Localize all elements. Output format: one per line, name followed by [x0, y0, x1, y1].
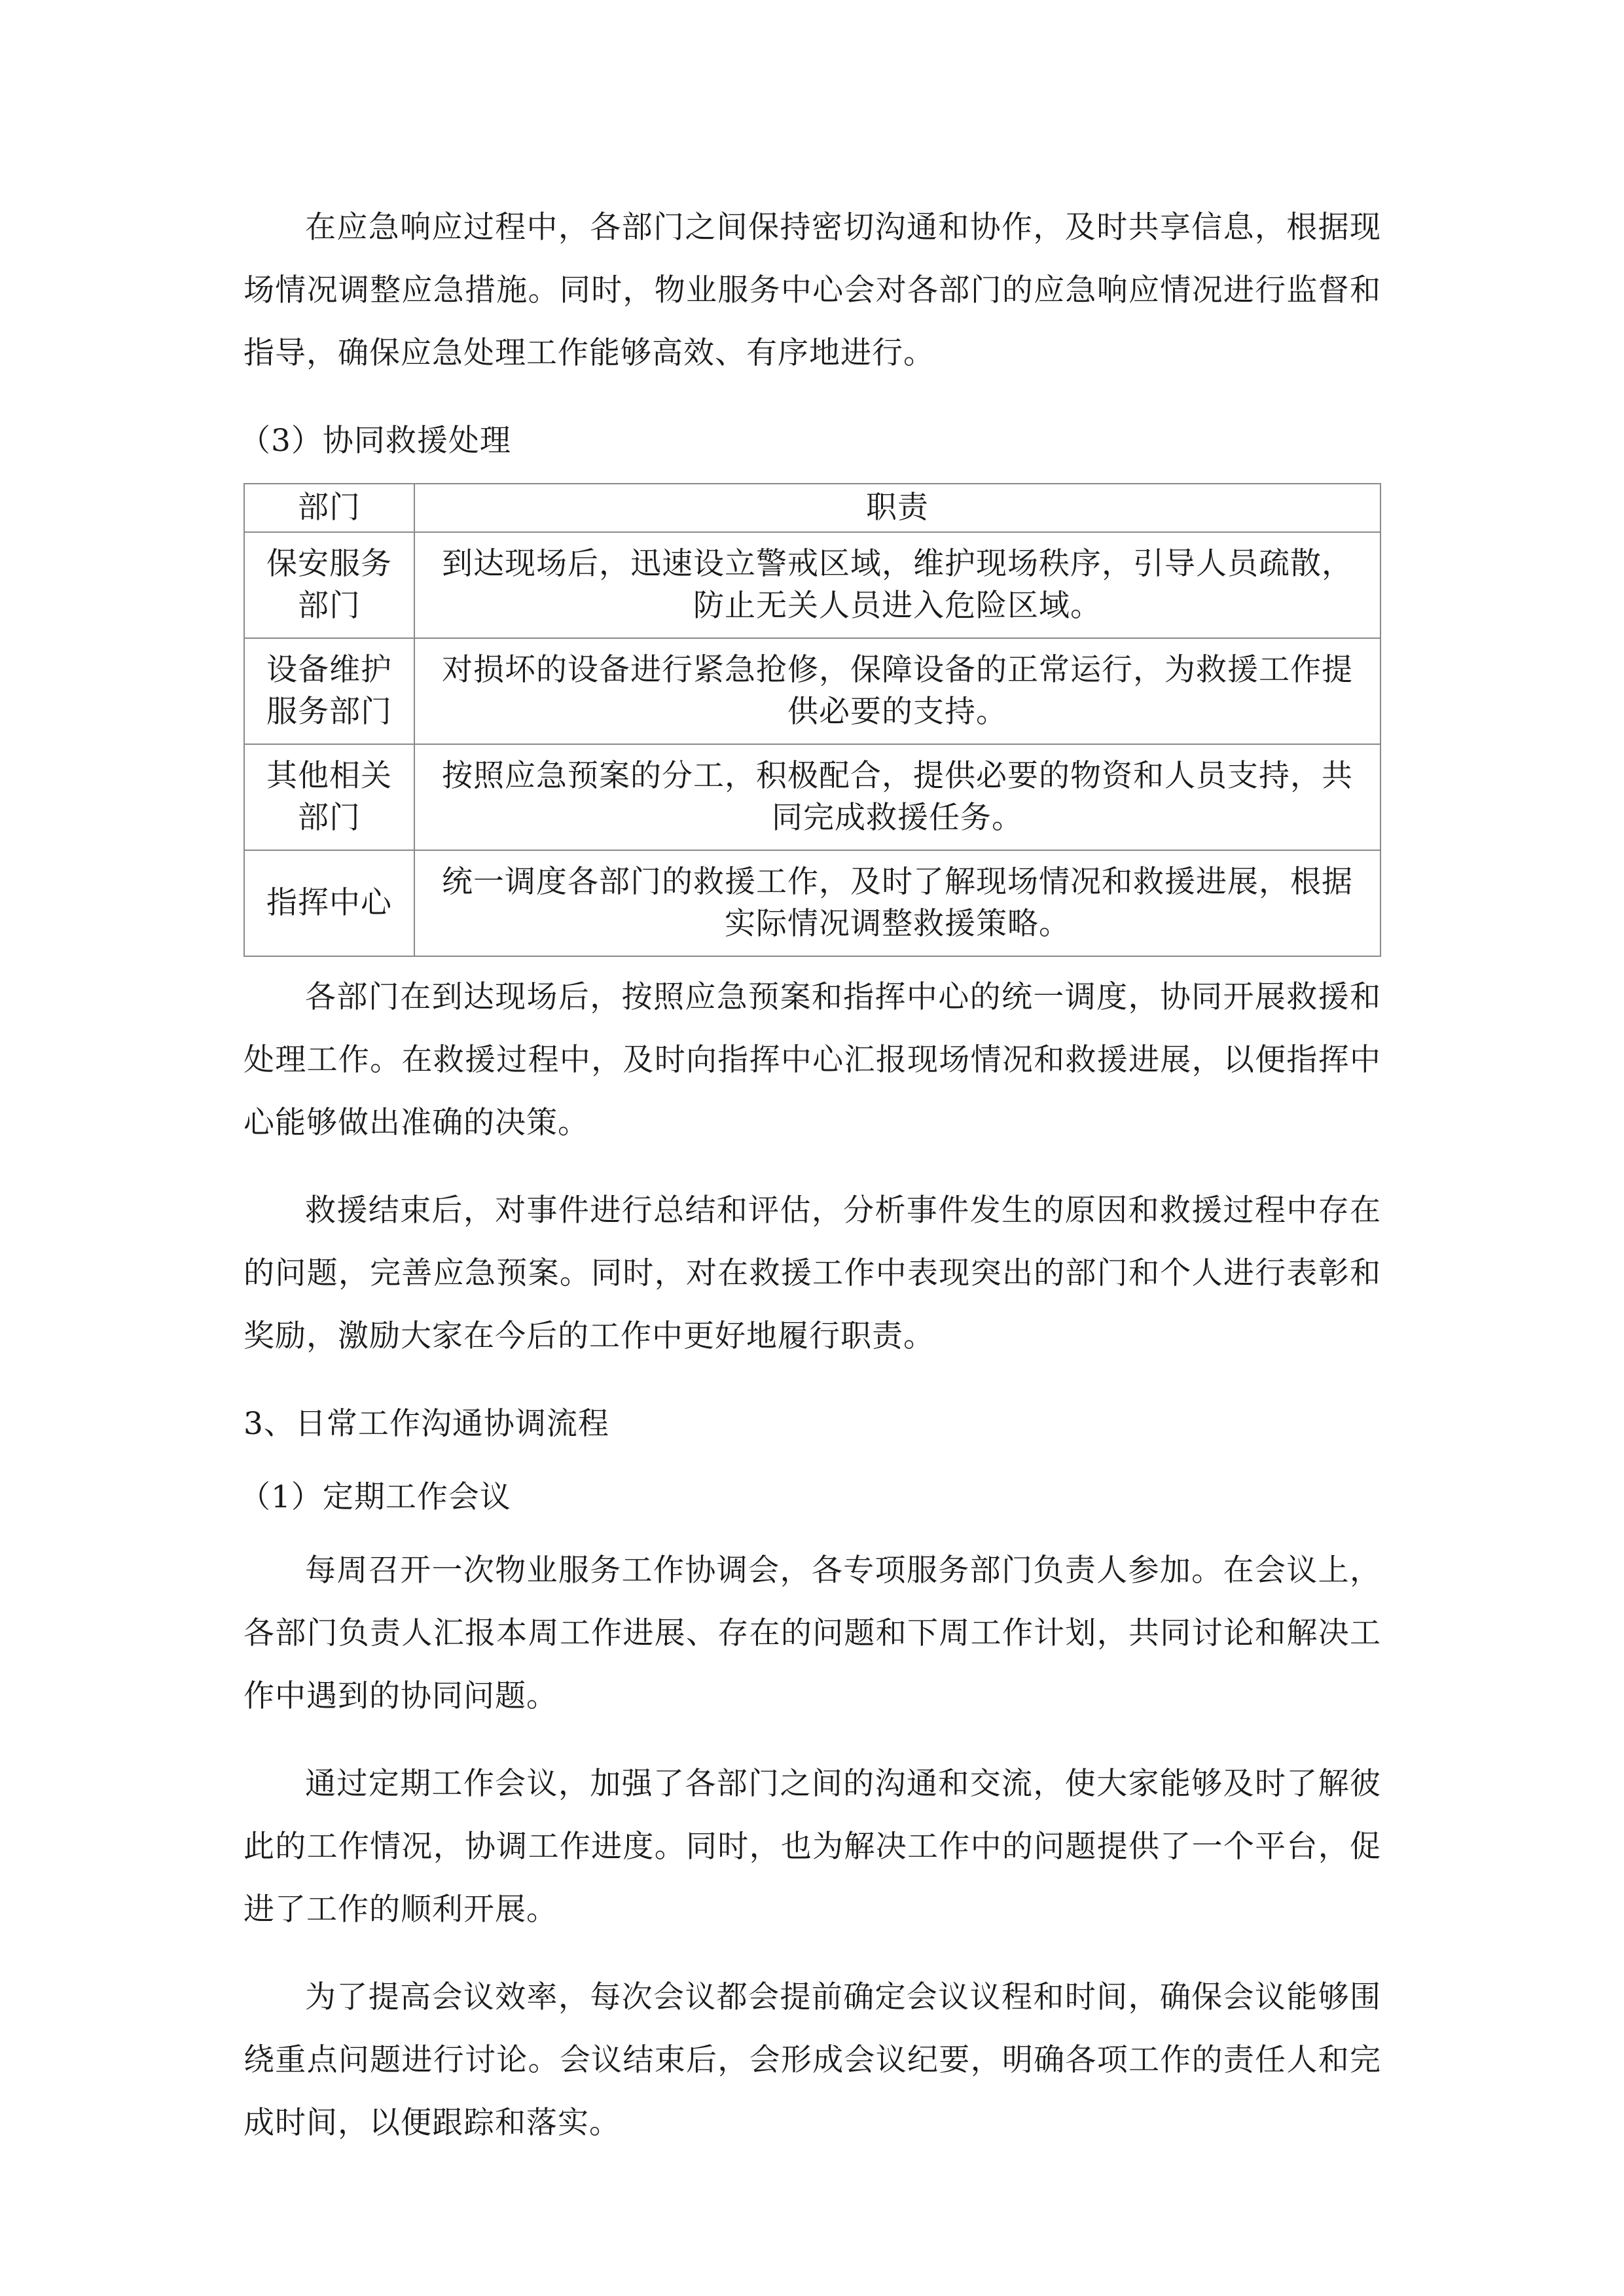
table-row [244, 744, 1380, 850]
table-cell-department: 保安服务部门 [244, 532, 414, 638]
section-heading-daily-communication: 3、日常工作沟通协调流程 [244, 1406, 609, 1442]
paragraph: 各部门在到达现场后，按照应急预案和指挥中心的统一调度，协同开展救援和处理工作。在救援过程中，及时向指挥中心汇报现场情况和救援进展，以便指挥中心能够做出准确的决策。 [244, 979, 1381, 1141]
table-row [244, 532, 1380, 638]
table-cell-duty: 按照应急预案的分工，积极配合，提供必要的物资和人员支持，共同完成救援任务。 [414, 744, 1380, 850]
table-header-department: 部门 [244, 484, 414, 532]
table-cell-department: 指挥中心 [244, 850, 414, 956]
table-row [244, 638, 1380, 744]
table-cell-duty: 统一调度各部门的救援工作，及时了解现场情况和救援进展，根据实际情况调整救援策略。 [414, 850, 1380, 956]
table-cell-department: 设备维护服务部门 [244, 638, 414, 744]
section-heading-coordinated-rescue: （3）协同救援处理 [240, 423, 511, 459]
subsection-heading-regular-meetings: （1）定期工作会议 [240, 1479, 511, 1515]
department-duty-table [244, 483, 1381, 957]
paragraph: 为了提高会议效率，每次会议都会提前确定会议议程和时间，确保会议能够围绕重点问题进行讨论。会议结束后，会形成会议纪要，明确各项工作的责任人和完成时间，以便跟踪和落实。 [244, 1979, 1381, 2141]
table-cell-duty: 到达现场后，迅速设立警戒区域，维护现场秩序，引导人员疏散，防止无关人员进入危险区域。 [414, 532, 1380, 638]
table-row [244, 850, 1380, 956]
paragraph: 在应急响应过程中，各部门之间保持密切沟通和协作，及时共享信息，根据现场情况调整应急措施。同时，物业服务中心会对各部门的应急响应情况进行监督和指导，确保应急处理工作能够高效、有序地进行。 [244, 209, 1381, 371]
paragraph: 每周召开一次物业服务工作协调会，各专项服务部门负责人参加。在会议上，各部门负责人汇报本周工作进展、存在的问题和下周工作计划，共同讨论和解决工作中遇到的协同问题。 [244, 1552, 1381, 1714]
paragraph: 通过定期工作会议，加强了各部门之间的沟通和交流，使大家能够及时了解彼此的工作情况，协调工作进度。同时，也为解决工作中的问题提供了一个平台，促进了工作的顺利开展。 [244, 1766, 1381, 1928]
table-header-duty: 职责 [414, 484, 1380, 532]
table-header-row [244, 484, 1380, 532]
paragraph: 救援结束后，对事件进行总结和评估，分析事件发生的原因和救援过程中存在的问题，完善应急预案。同时，对在救援工作中表现突出的部门和个人进行表彰和奖励，激励大家在今后的工作中更好地履行职责。 [244, 1193, 1381, 1354]
document-page [240, 196, 1381, 2179]
table-cell-department: 其他相关部门 [244, 744, 414, 850]
table-cell-duty: 对损坏的设备进行紧急抢修，保障设备的正常运行，为救援工作提供必要的支持。 [414, 638, 1380, 744]
